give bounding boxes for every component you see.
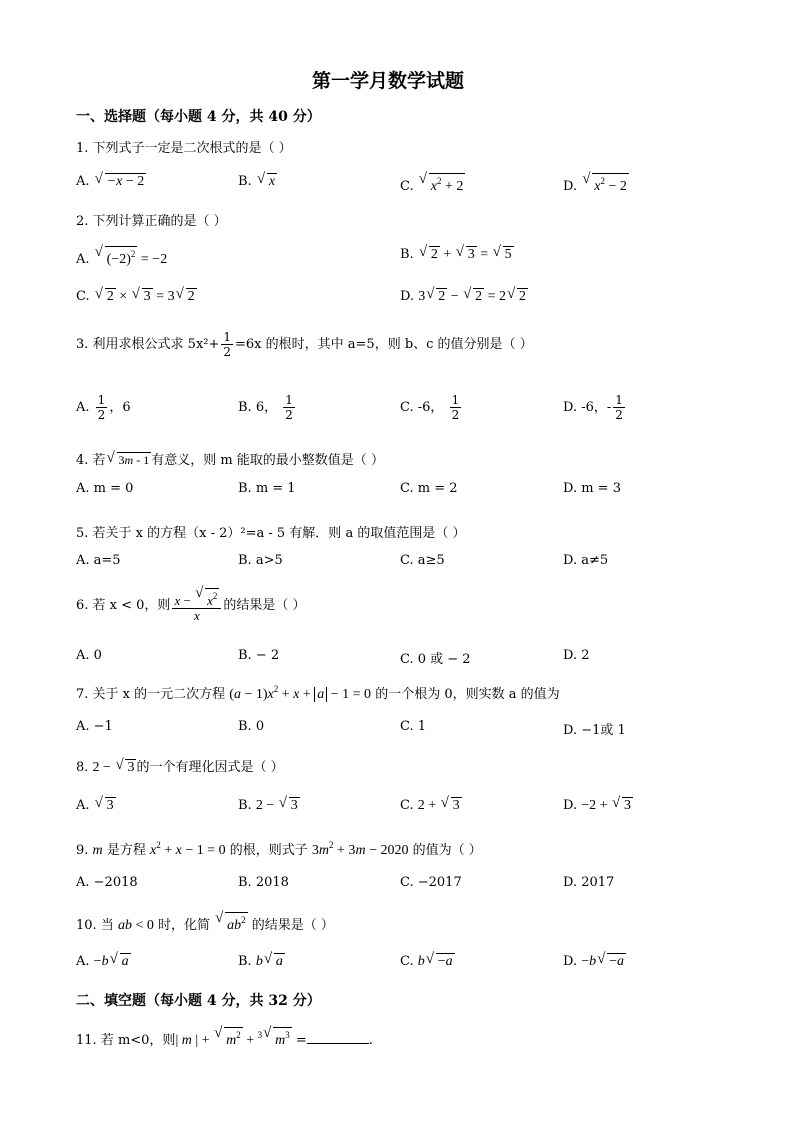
- q3-option-a: A. $\frac{1}{2}$ ，6: [76, 393, 131, 422]
- question-10-stem: 10. 当 ab < 0 时，化简 √ $ab^2$ 的结果是（ ）: [76, 912, 334, 934]
- q8-option-d: D. −2 + √ 3: [563, 797, 633, 814]
- q3-option-b: B. 6， $\frac{1}{2}$: [238, 393, 293, 422]
- q9-option-b: B. 2018: [238, 875, 289, 890]
- q7-option-b: B. 0: [238, 719, 265, 734]
- question-11-stem: 11. 若 m<0，则| m | + √ $m^2 + ^3√$ $m^3$ = .: [76, 1027, 373, 1049]
- q5-option-c: C. a≥5: [400, 553, 445, 568]
- answer-blank[interactable]: [307, 1031, 369, 1044]
- q1-option-d: D. √ $x^2 - 2$: [563, 173, 629, 195]
- q3-option-d: D. -6，- $\frac{1}{2}$: [563, 393, 623, 422]
- q4-option-b: B. m = 1: [238, 481, 296, 496]
- q10-option-d: D. −b√ −a: [563, 953, 626, 970]
- q9-option-c: C. −2017: [400, 875, 462, 890]
- q7-option-a: A. −1: [76, 719, 113, 734]
- question-8-stem: 8. 2 − √ 3 的一个有理化因式是（ ）: [76, 756, 284, 776]
- q6-option-a: A. 0: [76, 648, 102, 663]
- q6-option-c: C. 0 或 − 2: [400, 652, 471, 667]
- question-1-stem: 1. 下列式子一定是二次根式的是（ ）: [76, 141, 292, 156]
- q5-option-a: A. a=5: [76, 553, 121, 568]
- question-7-stem: 7. 关于 x 的一元二次方程 $(a - 1)x^2 + x + a - 1 = 0$ 的一个根为 0，则实数 a 的值为: [76, 684, 560, 702]
- question-3-stem: 3. 利用求根公式求 5x²+ $\frac{1}{2}$ =6x 的根时，其中 a=5，则 b、c 的值分别是（ ）: [76, 330, 533, 359]
- q10-option-c: C. b√ −a: [400, 953, 455, 970]
- q1-option-a: A. √ −x − 2: [76, 173, 146, 190]
- question-5-stem: 5. 若关于 x 的方程（x - 2）²=a - 5 有解．则 a 的取值范围是（ ）: [76, 526, 466, 541]
- q4-option-a: A. m = 0: [76, 481, 134, 496]
- q2-option-d: D. 3√ 2 − √ 2 = 2√ 2: [400, 288, 528, 305]
- q2-option-b: B. √ 2 + √ 3 = √ 5: [400, 246, 514, 263]
- q10-option-b: B. b√ a: [238, 953, 285, 970]
- q1-option-c: C. √ $x^2 + 2$: [400, 173, 465, 195]
- q3-option-c: C. -6， $\frac{1}{2}$: [400, 393, 460, 422]
- section-heading-choice: 一、选择题（每小题 4 分，共 40 分）: [76, 109, 321, 125]
- q8-option-a: A. √ 3: [76, 797, 116, 814]
- section-heading-fill: 二、填空题（每小题 4 分，共 32 分）: [76, 993, 321, 1009]
- q8-option-b: B. 2 − √ 3: [238, 797, 300, 814]
- q2-option-c: C. √ 2 × √ 3 = 3√ 2: [76, 288, 197, 305]
- question-2-stem: 2. 下列计算正确的是（ ）: [76, 214, 227, 229]
- q7-option-d: D. −1或 1: [563, 723, 626, 738]
- q2-option-a: A. √ $(-2)^2 = -2$: [76, 246, 167, 268]
- page-title: 第一学月数学试题: [312, 70, 465, 92]
- question-9-stem: 9. m 是方程 $x^2 + x - 1 = 0$ 的根，则式子 $3m^2 + 3m - 2020$ 的值为（ ）: [76, 840, 482, 858]
- q7-option-c: C. 1: [400, 719, 427, 734]
- q1-option-b: B. √ x: [238, 173, 277, 190]
- q4-option-d: D. m = 3: [563, 481, 621, 496]
- q4-option-c: C. m = 2: [400, 481, 458, 496]
- q5-option-d: D. a≠5: [563, 553, 609, 568]
- q6-option-d: D. 2: [563, 648, 590, 663]
- question-6-stem: 6. 若 x < 0，则 $\frac{x - √ x^2}{x}$ 的结果是（ ）: [76, 588, 305, 623]
- q9-option-a: A. −2018: [76, 875, 138, 890]
- q10-option-a: A. −b√ a: [76, 953, 131, 970]
- question-4-stem: 4. 若√ 3m - 1 有意义，则 m 能取的最小整数值是（ ）: [76, 449, 384, 468]
- q5-option-b: B. a>5: [238, 553, 283, 568]
- q8-option-c: C. 2 + √ 3: [400, 797, 462, 814]
- q6-option-b: B. − 2: [238, 648, 280, 663]
- q9-option-d: D. 2017: [563, 875, 615, 890]
